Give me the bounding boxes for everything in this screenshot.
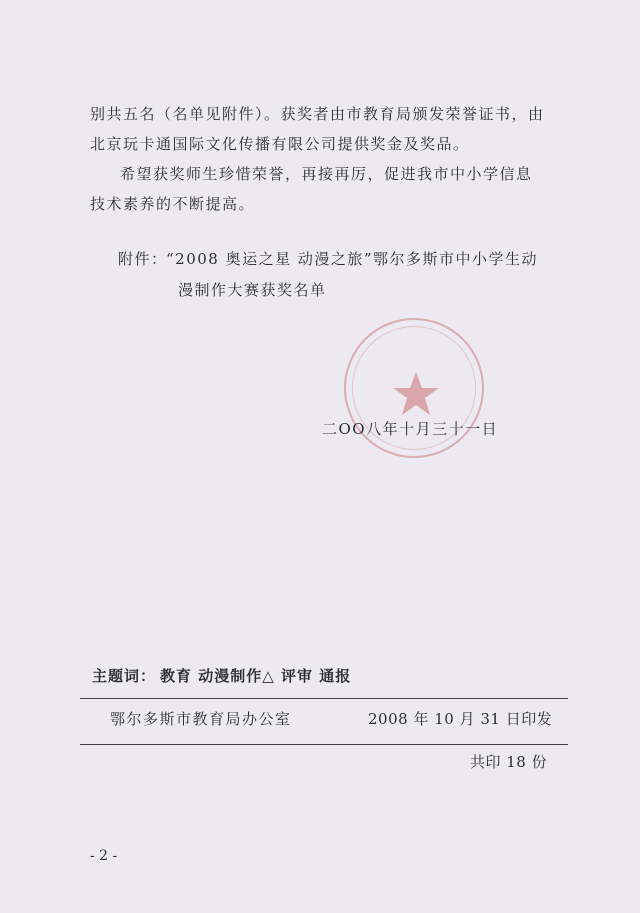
issue-date: 2008 年 10 月 31 日印发 (368, 710, 553, 728)
paragraph-1-line-1: 别共五名（名单见附件）。获奖者由市教育局颁发荣誉证书，由 (90, 105, 545, 123)
keywords-label: 主题词： (92, 667, 157, 685)
issuer: 鄂尔多斯市教育局办公室 (110, 710, 292, 728)
footer-divider-top (80, 698, 568, 699)
page-number: - 2 - (90, 848, 118, 864)
attachment-line-1: “2008 奥运之星 动漫之旅”鄂尔多斯市中小学生动 (166, 250, 539, 268)
signature-date: 二OO八年十月三十一日 (322, 420, 499, 438)
attachment-line-2: 漫制作大赛获奖名单 (178, 281, 327, 299)
copies-count: 共印 18 份 (470, 753, 548, 771)
attachment-label: 附件： (118, 250, 168, 268)
paragraph-2-line-2: 技术素养的不断提高。 (90, 195, 256, 213)
footer-divider-bottom (80, 744, 568, 745)
keywords: 教育 动漫制作△ 评审 通报 (160, 667, 352, 685)
paragraph-1-line-2: 北京玩卡通国际文化传播有限公司提供奖金及奖品。 (90, 135, 470, 153)
paragraph-2-line-1: 希望获奖师生珍惜荣誉，再接再厉，促进我市中小学信息 (120, 165, 533, 183)
